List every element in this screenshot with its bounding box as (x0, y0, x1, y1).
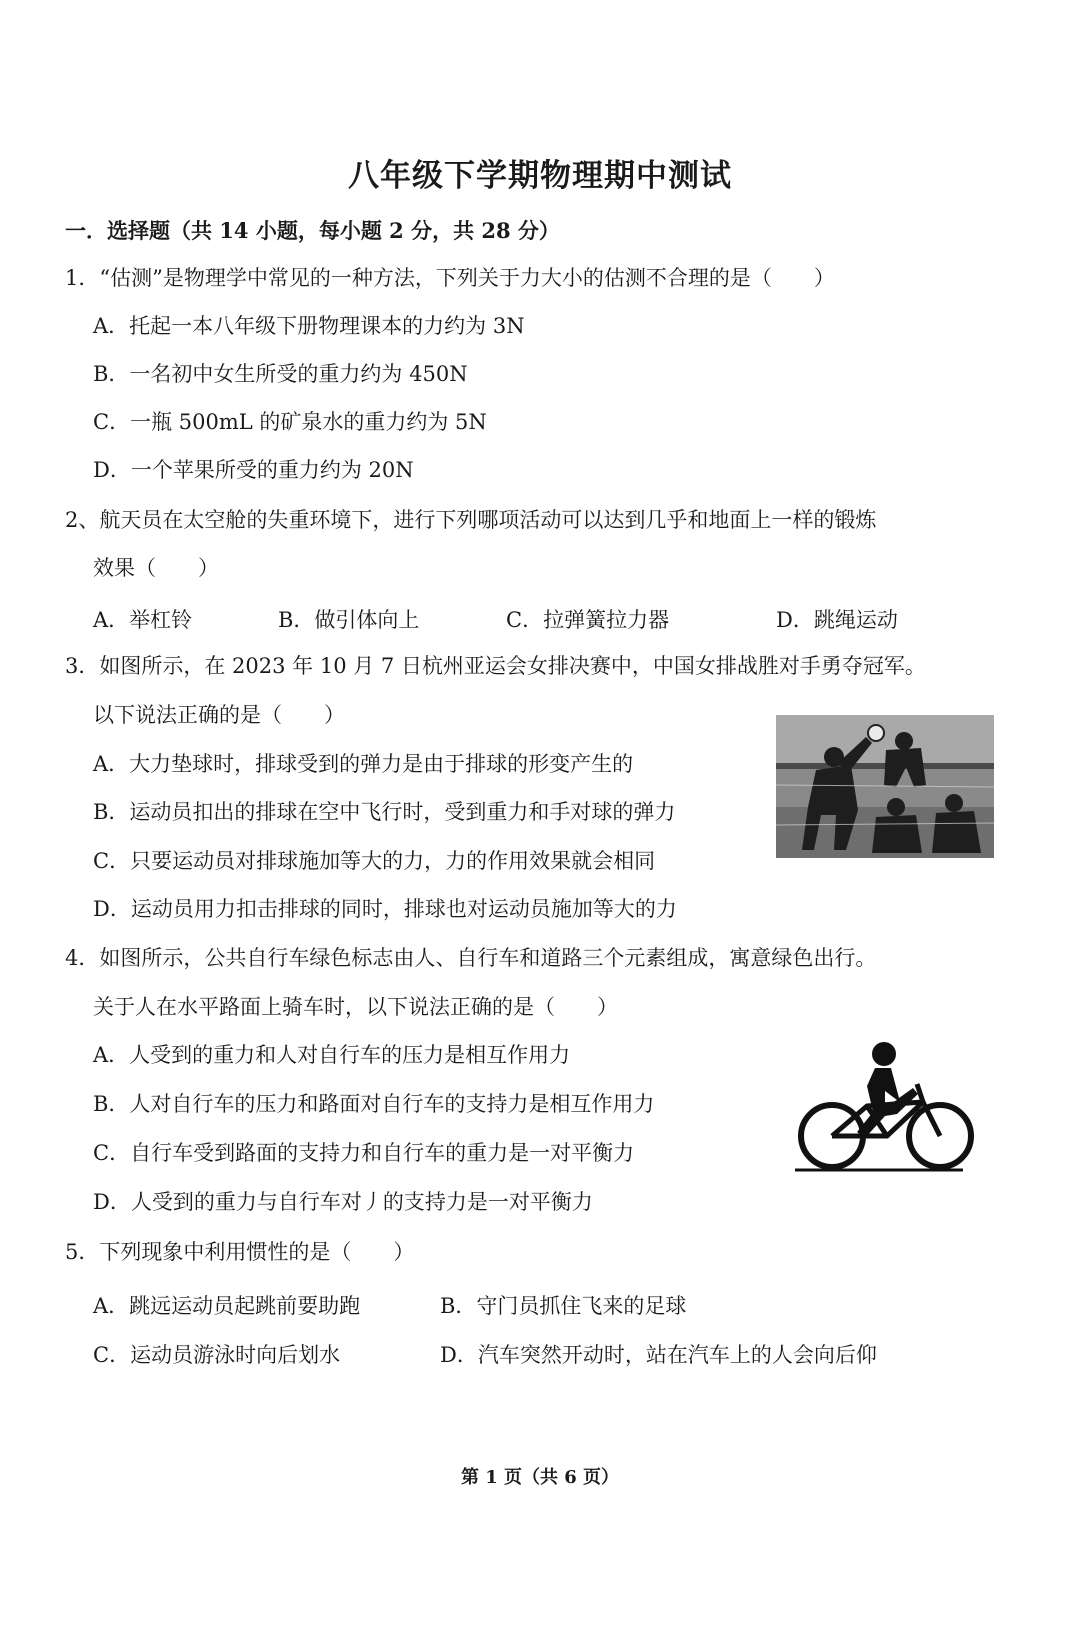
q1-stem: 1．“估测”是物理学中常见的一种方法，下列关于力大小的估测不合理的是（ ） (65, 266, 835, 290)
q1-option-a: A．托起一本八年级下册物理课本的力约为 3N (93, 314, 525, 338)
q2-stem-line1: 2、航天员在太空舱的失重环境下，进行下列哪项活动可以达到几乎和地面上一样的锻炼 (65, 508, 877, 532)
section-heading: 一．选择题（共 14 小题，每小题 2 分，共 28 分） (65, 218, 560, 243)
q1-option-d: D．一个苹果所受的重力约为 20N (93, 458, 414, 482)
q5-option-a: A．跳远运动员起跳前要助跑 (93, 1294, 361, 1318)
q4-option-a: A．人受到的重力和人对自行车的压力是相互作用力 (93, 1043, 571, 1067)
q5-option-c: C．运动员游泳时向后划水 (93, 1343, 341, 1367)
q2-option-b: B．做引体向上 (278, 608, 420, 632)
q3-option-a: A．大力垫球时，排球受到的弹力是由于排球的形变产生的 (93, 752, 634, 776)
q5-option-d: D．汽车突然开动时，站在汽车上的人会向后仰 (440, 1343, 877, 1367)
bicycle-logo (795, 1036, 980, 1174)
volleyball-photo (776, 715, 994, 858)
q4-option-c: C．自行车受到路面的支持力和自行车的重力是一对平衡力 (93, 1141, 635, 1165)
page-footer: 第 1 页（共 6 页） (460, 1467, 620, 1488)
q2-stem-line2: 效果（ ） (93, 556, 219, 580)
q1-option-b: B．一名初中女生所受的重力约为 450N (93, 362, 468, 386)
q3-stem-line1: 3．如图所示，在 2023 年 10 月 7 日杭州亚运会女排决赛中，中国女排战胜对手勇夺冠军。 (65, 654, 926, 678)
q5-stem: 5．下列现象中利用惯性的是（ ） (65, 1240, 415, 1264)
q2-option-d: D．跳绳运动 (776, 608, 898, 632)
q4-option-d: D．人受到的重力与自行车对丿的支持力是一对平衡力 (93, 1190, 593, 1214)
page-title: 八年级下学期物理期中测试 (348, 158, 732, 194)
q4-option-b: B．人对自行车的压力和路面对自行车的支持力是相互作用力 (93, 1092, 655, 1116)
q3-stem-line2: 以下说法正确的是（ ） (93, 703, 345, 727)
q4-stem-line1: 4．如图所示，公共自行车绿色标志由人、自行车和道路三个元素组成，寓意绿色出行。 (65, 946, 877, 970)
q1-option-c: C．一瓶 500mL 的矿泉水的重力约为 5N (93, 410, 487, 434)
q3-option-c: C．只要运动员对排球施加等大的力，力的作用效果就会相同 (93, 849, 656, 873)
q2-option-a: A．举杠铃 (93, 608, 193, 632)
q3-option-b: B．运动员扣出的排球在空中飞行时，受到重力和手对球的弹力 (93, 800, 676, 824)
q5-option-b: B．守门员抓住飞来的足球 (440, 1294, 687, 1318)
q2-option-c: C．拉弹簧拉力器 (506, 608, 670, 632)
q4-stem-line2: 关于人在水平路面上骑车时，以下说法正确的是（ ） (93, 995, 618, 1019)
q3-option-d: D．运动员用力扣击排球的同时，排球也对运动员施加等大的力 (93, 897, 677, 921)
